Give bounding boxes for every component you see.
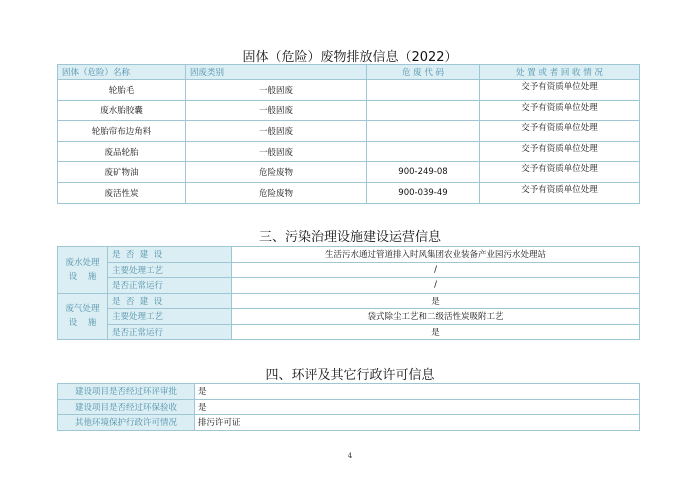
table-row [58,384,640,400]
table-header-row [58,65,640,80]
column-header-name: 固体（危险）名称 [58,65,186,80]
group-label-line: 废气处理 [65,304,100,315]
table-row [58,247,640,263]
column-header-code: 危 废 代 码 [367,65,480,80]
section-title-solid-waste: 固体（危险）废物排放信息（2022） [242,50,458,65]
item-value: 是 [232,324,640,340]
table-row [58,324,640,340]
item-value: / [232,262,640,278]
group-label-line: 废水处理 [65,257,100,268]
item-label: 主要处理工艺 [108,262,232,278]
waste-code [367,141,480,162]
item-label: 是 否 建 设 [108,247,232,263]
group-label-line: 设 施 [68,271,97,282]
waste-category: 一般固废 [186,100,367,121]
table-row [58,262,640,278]
table-row [58,293,640,309]
waste-name: 废品轮胎 [58,141,186,162]
page-number: 4 [347,452,353,460]
solid-waste-table [57,64,640,204]
column-header-disposal: 处 置 或 者 回 收 情 况 [480,65,640,80]
waste-code [367,100,480,121]
permit-value: 是 [195,384,640,400]
item-value: 生活污水通过管道排入时风集团农业装备产业园污水处理站 [232,247,640,263]
table-row [58,309,640,325]
waste-disposal: 交予有资质单位处理 [480,100,640,121]
group-label-line: 设 施 [68,318,97,329]
table-row [58,141,640,162]
table-row [58,415,640,431]
waste-disposal: 交予有资质单位处理 [480,182,640,203]
waste-code [367,121,480,142]
table-row [58,80,640,101]
waste-disposal: 交予有资质单位处理 [480,162,640,183]
table-row [58,278,640,294]
waste-code [367,80,480,101]
waste-category: 危险废物 [186,162,367,183]
waste-disposal: 交予有资质单位处理 [480,121,640,142]
table-row [58,121,640,142]
table-row [58,182,640,203]
column-header-category: 固废类别 [186,65,367,80]
permit-value: 是 [195,399,640,415]
waste-category: 一般固废 [186,141,367,162]
item-label: 主要处理工艺 [108,309,232,325]
waste-name: 轮胎帘布边角料 [58,121,186,142]
section-title-pollution-facilities: 三、污染治理设施建设运营信息 [258,230,441,245]
group-label-wastewater [58,247,108,294]
permit-label: 建设项目是否经过环评审批 [58,384,195,400]
item-label: 是否正常运行 [108,278,232,294]
table-row [58,100,640,121]
waste-code: 900-249-08 [367,162,480,183]
waste-name: 废活性炭 [58,182,186,203]
table-row [58,162,640,183]
waste-code: 900-039-49 [367,182,480,203]
waste-disposal: 交予有资质单位处理 [480,80,640,101]
item-value: / [232,278,640,294]
item-label: 是 否 建 设 [108,293,232,309]
eia-permits-table [57,383,640,431]
waste-name: 轮胎毛 [58,80,186,101]
waste-category: 危险废物 [186,182,367,203]
permit-value: 排污许可证 [195,415,640,431]
group-label-exhaust-gas [58,293,108,340]
permit-label: 其他环境保护行政许可情况 [58,415,195,431]
table-row [58,399,640,415]
item-value: 袋式除尘工艺和二级活性炭吸附工艺 [232,309,640,325]
pollution-facilities-table [57,246,640,340]
waste-name: 废矿物油 [58,162,186,183]
item-label: 是否正常运行 [108,324,232,340]
item-value: 是 [232,293,640,309]
permit-label: 建设项目是否经过环保验收 [58,399,195,415]
waste-category: 一般固废 [186,121,367,142]
waste-disposal: 交予有资质单位处理 [480,141,640,162]
waste-name: 废水胎胶囊 [58,100,186,121]
waste-category: 一般固废 [186,80,367,101]
section-title-eia-permits: 四、环评及其它行政许可信息 [265,368,435,383]
